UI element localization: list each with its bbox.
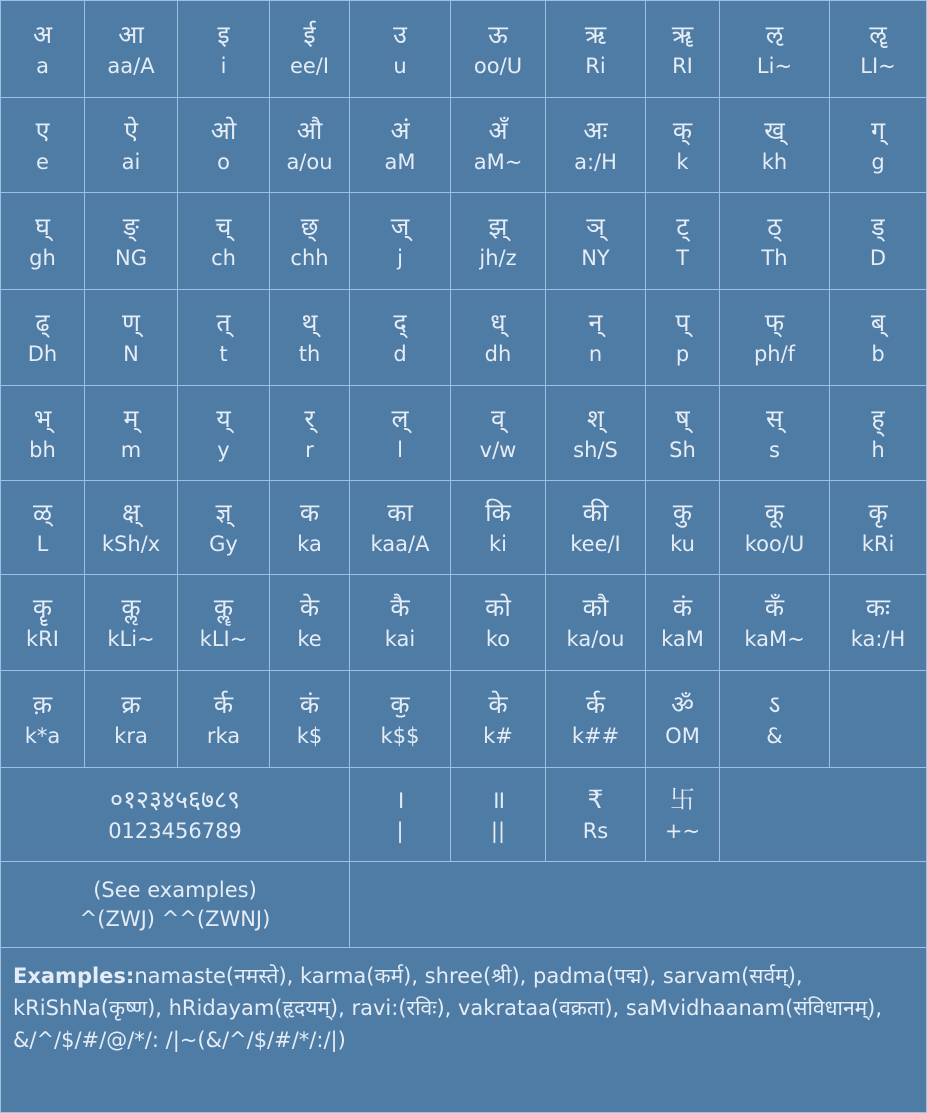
devanagari-char: घ् xyxy=(35,211,50,241)
char-cell xyxy=(1,671,85,767)
roman-key: Gy xyxy=(209,532,238,557)
char-cell xyxy=(546,575,646,670)
char-cell xyxy=(350,290,451,385)
devanagari-char: ओ xyxy=(210,115,237,145)
devanagari-char: कॢ xyxy=(121,593,141,623)
roman-key: RI xyxy=(672,53,693,78)
roman-key: r xyxy=(305,437,314,462)
roman-key: kee/I xyxy=(570,532,621,557)
devanagari-char: कै xyxy=(390,593,410,623)
roman-key: k## xyxy=(571,723,620,748)
char-cell xyxy=(451,671,546,767)
grid-row xyxy=(1,290,926,386)
char-cell xyxy=(1,386,85,480)
roman-key: p xyxy=(675,342,690,367)
devanagari-char: क़ xyxy=(32,689,53,719)
empty-cell xyxy=(720,768,926,861)
char-cell xyxy=(85,481,178,574)
special-dev: 卐 xyxy=(669,785,695,815)
char-cell xyxy=(178,386,270,480)
roman-key: ke xyxy=(297,627,322,652)
roman-key: t xyxy=(219,342,228,367)
char-cell xyxy=(830,1,926,97)
roman-key: Ri xyxy=(585,53,606,78)
devanagari-char: ज्ञ् xyxy=(215,498,232,528)
roman-key: k$ xyxy=(296,723,323,748)
roman-key: i xyxy=(220,53,227,78)
roman-key: v/w xyxy=(479,437,517,462)
devanagari-char: कः xyxy=(865,593,891,623)
devanagari-char: को xyxy=(485,593,511,623)
digits-cell xyxy=(1,768,350,861)
special-cell-swastika xyxy=(646,768,720,861)
char-cell xyxy=(546,1,646,97)
roman-key: ka xyxy=(297,532,322,557)
roman-key: & xyxy=(766,723,783,748)
char-cell xyxy=(720,290,830,385)
char-cell xyxy=(85,1,178,97)
roman-digits: 0123456789 xyxy=(108,819,242,844)
char-cell xyxy=(646,290,720,385)
roman-key: T xyxy=(676,245,689,270)
char-cell xyxy=(1,575,85,670)
char-cell xyxy=(830,290,926,385)
char-cell xyxy=(1,98,85,192)
roman-key: jh/z xyxy=(479,245,517,270)
roman-key: a/ou xyxy=(286,149,333,174)
devanagari-char: न् xyxy=(588,308,603,338)
grid-row xyxy=(1,671,926,768)
empty-cell xyxy=(350,862,926,947)
roman-key: n xyxy=(588,342,603,367)
roman-key: ee/I xyxy=(289,53,330,78)
devanagari-char: का xyxy=(387,498,413,528)
char-cell xyxy=(178,290,270,385)
roman-key: s xyxy=(769,437,780,462)
devanagari-char: र्क xyxy=(585,689,606,719)
roman-key: aM~ xyxy=(473,149,523,174)
roman-key: e xyxy=(36,149,49,174)
devanagari-char: द् xyxy=(393,308,407,338)
roman-key: OM xyxy=(665,723,700,748)
char-cell xyxy=(350,1,451,97)
char-cell xyxy=(1,193,85,289)
roman-key: l xyxy=(397,437,403,462)
char-cell xyxy=(720,575,830,670)
char-cell xyxy=(270,290,350,385)
devanagari-char: के xyxy=(299,593,320,623)
char-cell xyxy=(646,575,720,670)
examples-block xyxy=(1,948,926,1112)
devanagari-char: ऽ xyxy=(768,689,781,719)
devanagari-char: क्ष् xyxy=(122,498,140,528)
char-cell xyxy=(546,193,646,289)
grid-row xyxy=(1,575,926,671)
devanagari-char: ञ् xyxy=(586,211,605,241)
devanagari-char: कृ xyxy=(868,498,888,528)
roman-key: Th xyxy=(761,245,788,270)
roman-key: th xyxy=(298,342,321,367)
grid-row xyxy=(1,481,926,575)
char-cell xyxy=(85,290,178,385)
roman-key: N xyxy=(123,342,139,367)
devanagari-char: ज् xyxy=(390,211,410,241)
devanagari-char: ई xyxy=(303,19,316,49)
char-cell xyxy=(720,671,830,767)
roman-key: g xyxy=(871,149,885,174)
char-cell xyxy=(1,290,85,385)
roman-key: d xyxy=(393,342,407,367)
char-cell xyxy=(646,1,720,97)
special-rom: +~ xyxy=(664,819,701,844)
roman-key: ko xyxy=(485,627,511,652)
roman-key: Sh xyxy=(669,437,696,462)
devanagari-char: ब् xyxy=(870,308,886,338)
devanagari-char: अं xyxy=(390,115,410,145)
roman-key: k# xyxy=(483,723,513,748)
zwj-note-line2: ^(ZWJ) ^^(ZWNJ) xyxy=(79,906,271,931)
char-cell xyxy=(830,193,926,289)
special-dev: । xyxy=(395,785,405,815)
devanagari-char: क् xyxy=(672,115,693,145)
char-cell xyxy=(178,481,270,574)
char-cell xyxy=(270,98,350,192)
grid-row xyxy=(1,1,926,98)
devanagari-char: थ् xyxy=(301,308,318,338)
char-cell xyxy=(451,290,546,385)
char-cell xyxy=(270,671,350,767)
char-cell xyxy=(646,671,720,767)
devanagari-char: क्र xyxy=(121,689,141,719)
zwj-note-cell xyxy=(1,862,350,947)
devanagari-char: व् xyxy=(491,403,505,433)
roman-key: bh xyxy=(29,437,56,462)
zwj-row xyxy=(1,862,926,948)
roman-key: koo/U xyxy=(744,532,805,557)
char-cell xyxy=(85,671,178,767)
devanagari-char: झ् xyxy=(488,211,508,241)
char-cell xyxy=(350,98,451,192)
zwj-note-line1: (See examples) xyxy=(93,878,257,903)
digits-row xyxy=(1,768,926,862)
devanagari-char: य् xyxy=(216,403,231,433)
char-cell xyxy=(178,575,270,670)
char-cell xyxy=(178,671,270,767)
devanagari-char: इ xyxy=(217,19,230,49)
devanagari-char: कं xyxy=(672,593,693,623)
devanagari-char: ठ् xyxy=(767,211,782,241)
char-cell xyxy=(350,575,451,670)
devanagari-char: ध् xyxy=(490,308,506,338)
roman-key: oo/U xyxy=(473,53,523,78)
char-cell xyxy=(451,98,546,192)
roman-key: kRI xyxy=(26,627,59,652)
devanagari-char: कु xyxy=(672,498,693,528)
devanagari-char: ढ् xyxy=(35,308,50,338)
devanagari-char: औ xyxy=(296,115,323,145)
roman-key: ka/ou xyxy=(566,627,625,652)
roman-key: kaM~ xyxy=(744,627,805,652)
devanagari-char: र् xyxy=(304,403,315,433)
char-cell xyxy=(546,290,646,385)
devanagari-char: ल् xyxy=(391,403,409,433)
examples-text: namaste(नमस्ते), karma(कर्म), shree(श्री), padma(पद्म), sarvam(सर्वम्), kRiShNa(कृष्ण), hRidayam(हृदयम्), ravi:(रविः), vakrataa(वक्रता), saMvidhaanam(संविधानम्), &/^/$/#/@/*/: /|~(&/^/$/#/*/:/|) xyxy=(13,964,883,1052)
roman-key: a xyxy=(36,53,49,78)
devanagari-char: क xyxy=(299,498,320,528)
devanagari-char: स् xyxy=(766,403,783,433)
roman-key: ki xyxy=(489,532,507,557)
char-cell xyxy=(178,193,270,289)
char-cell xyxy=(720,481,830,574)
roman-key: NG xyxy=(115,245,147,270)
char-cell xyxy=(1,1,85,97)
roman-key: D xyxy=(869,245,887,270)
grid-row xyxy=(1,386,926,481)
devanagari-char: ए xyxy=(35,115,50,145)
devanagari-char: कि xyxy=(485,498,511,528)
char-cell xyxy=(85,193,178,289)
special-dev: ₹ xyxy=(587,785,604,815)
char-cell xyxy=(646,98,720,192)
special-rom: Rs xyxy=(582,819,609,844)
roman-key: kRi xyxy=(861,532,895,557)
devanagari-char: अ xyxy=(32,19,53,49)
devanagari-char: ख् xyxy=(764,115,785,145)
roman-key: LI~ xyxy=(860,53,896,78)
special-cell-danda xyxy=(350,768,451,861)
roman-key: ph/f xyxy=(753,342,796,367)
roman-key: dh xyxy=(484,342,512,367)
char-cell xyxy=(451,193,546,289)
grid-row xyxy=(1,193,926,290)
char-cell xyxy=(646,386,720,480)
devanagari-char: ष् xyxy=(675,403,690,433)
char-cell xyxy=(85,575,178,670)
char-cell xyxy=(270,386,350,480)
char-cell xyxy=(270,1,350,97)
char-cell xyxy=(830,575,926,670)
devanagari-char: प् xyxy=(675,308,690,338)
devanagari-char: कॣ xyxy=(213,593,234,623)
char-cell xyxy=(451,575,546,670)
char-cell xyxy=(178,1,270,97)
devanagari-char: भ् xyxy=(33,403,52,433)
char-cell xyxy=(546,671,646,767)
special-cell-double-danda xyxy=(451,768,546,861)
roman-key: kaM xyxy=(661,627,704,652)
examples-label: Examples: xyxy=(13,964,135,988)
roman-key: h xyxy=(871,437,885,462)
roman-key: NY xyxy=(581,245,610,270)
roman-key: kh xyxy=(761,149,788,174)
roman-key: y xyxy=(217,437,230,462)
char-cell xyxy=(451,481,546,574)
char-cell xyxy=(720,1,830,97)
roman-key: kSh/x xyxy=(101,532,161,557)
char-cell xyxy=(830,98,926,192)
roman-key: gh xyxy=(29,245,56,270)
char-cell xyxy=(546,481,646,574)
roman-key: L xyxy=(36,532,49,557)
roman-key: kra xyxy=(114,723,148,748)
devanagari-char: कू xyxy=(764,498,785,528)
roman-key: Li~ xyxy=(756,53,793,78)
devanagari-char: अँ xyxy=(488,115,508,145)
devanagari-char: ण् xyxy=(121,308,141,338)
devanagari-char: ऌ xyxy=(765,19,784,49)
roman-key: k$$ xyxy=(380,723,420,748)
devanagari-char: च् xyxy=(215,211,232,241)
devanagari-char: ऋ xyxy=(584,19,607,49)
char-cell xyxy=(350,671,451,767)
devanagari-char: ऐ xyxy=(124,115,138,145)
devanagari-char: की xyxy=(582,498,609,528)
devanagari-char: के xyxy=(488,689,508,719)
char-cell xyxy=(720,193,830,289)
roman-key: kLI~ xyxy=(199,627,248,652)
devanagari-char: र्क xyxy=(213,689,234,719)
char-cell xyxy=(830,671,926,767)
roman-key: b xyxy=(871,342,885,367)
devanagari-char: श् xyxy=(586,403,604,433)
devanagari-char: कौ xyxy=(582,593,609,623)
devanagari-char: ॡ xyxy=(869,19,887,49)
roman-key: chh xyxy=(290,245,329,270)
devanagari-char: फ् xyxy=(764,308,785,338)
devanagari-char: कं xyxy=(299,689,320,719)
roman-key: kLi~ xyxy=(107,627,155,652)
devanagari-char: ग् xyxy=(870,115,886,145)
devanagari-char: ळ् xyxy=(32,498,52,528)
devanagari-char: कॖ xyxy=(390,689,410,719)
roman-key: aa/A xyxy=(107,53,155,78)
char-cell xyxy=(178,98,270,192)
roman-key: aM xyxy=(384,149,416,174)
special-dev: ॥ xyxy=(490,785,506,815)
char-cell xyxy=(350,481,451,574)
roman-key: ch xyxy=(211,245,236,270)
devanagari-char: कॄ xyxy=(32,593,53,623)
special-cell-rupee xyxy=(546,768,646,861)
devanagari-char: कँ xyxy=(764,593,785,623)
char-cell xyxy=(546,98,646,192)
roman-key: ai xyxy=(121,149,141,174)
devanagari-char: ॠ xyxy=(671,19,694,49)
devanagari-char: ट् xyxy=(676,211,689,241)
devanagari-char: ङ् xyxy=(123,211,139,241)
roman-key: k*a xyxy=(24,723,61,748)
char-cell xyxy=(350,193,451,289)
devanagari-char: त् xyxy=(216,308,231,338)
roman-key: ka:/H xyxy=(850,627,906,652)
devanagari-char: ऊ xyxy=(488,19,508,49)
devanagari-char: ह् xyxy=(871,403,885,433)
char-cell xyxy=(270,193,350,289)
devanagari-char: छ् xyxy=(300,211,319,241)
char-cell xyxy=(270,481,350,574)
grid-row xyxy=(1,98,926,193)
char-cell xyxy=(830,386,926,480)
devanagari-char: आ xyxy=(118,19,144,49)
roman-key: u xyxy=(393,53,407,78)
devanagari-char: ड् xyxy=(871,211,885,241)
char-cell xyxy=(830,481,926,574)
char-cell xyxy=(1,481,85,574)
char-cell xyxy=(451,386,546,480)
roman-key: k xyxy=(676,149,689,174)
devanagari-char: उ xyxy=(393,19,407,49)
roman-key: kai xyxy=(384,627,416,652)
char-cell xyxy=(646,193,720,289)
special-rom: | xyxy=(396,819,404,844)
roman-key: sh/S xyxy=(573,437,618,462)
char-cell xyxy=(85,98,178,192)
char-cell xyxy=(720,386,830,480)
char-cell xyxy=(646,481,720,574)
roman-key: o xyxy=(217,149,230,174)
roman-key: a:/H xyxy=(574,149,617,174)
roman-key: kaa/A xyxy=(370,532,430,557)
roman-key: m xyxy=(120,437,142,462)
devanagari-digits: ०१२३४५६७८९ xyxy=(109,785,240,815)
devanagari-char: म् xyxy=(123,403,139,433)
roman-key: ku xyxy=(670,532,695,557)
char-cell xyxy=(720,98,830,192)
roman-key: j xyxy=(397,245,403,270)
roman-key: Dh xyxy=(27,342,58,367)
char-cell xyxy=(350,386,451,480)
char-cell xyxy=(270,575,350,670)
char-cell xyxy=(451,1,546,97)
devanagari-char: अः xyxy=(583,115,608,145)
roman-key: rka xyxy=(206,723,241,748)
char-cell xyxy=(85,386,178,480)
devanagari-char: ॐ xyxy=(671,689,694,719)
char-cell xyxy=(546,386,646,480)
special-rom: || xyxy=(490,819,506,844)
